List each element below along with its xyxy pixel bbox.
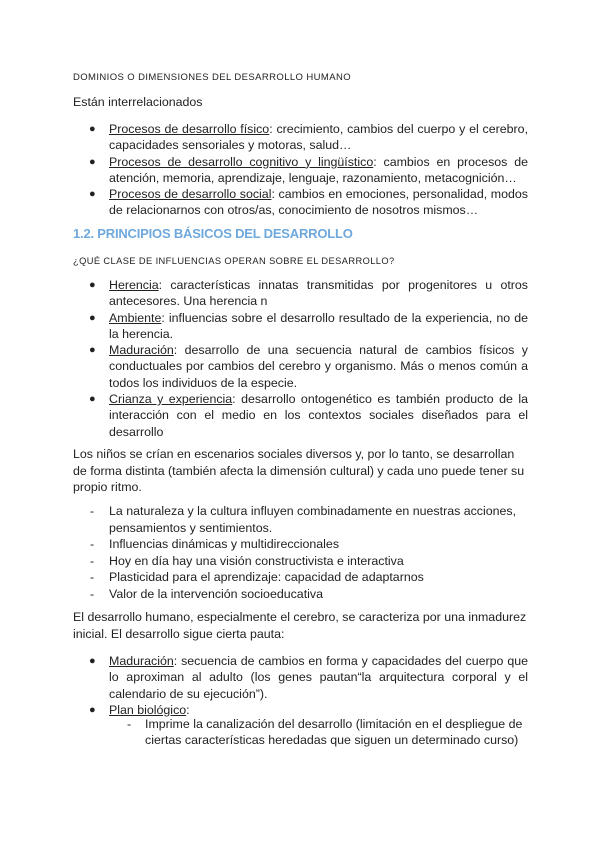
list-item: ● Procesos de desarrollo físico: crecimiento, cambios del cuerpo y el cerebro, capacidades sensoriales y motoras, salud… bbox=[89, 122, 529, 153]
list-item: ● Ambiente: influencias sobre el desarrollo resultado de la experiencia, no de la herencia. bbox=[89, 310, 528, 341]
list-item: - Hoy en día hay una visión constructivista e interactiva bbox=[90, 553, 404, 568]
bullet-icon: ● bbox=[89, 123, 96, 135]
list-item: - Imprime la canalización del desarrollo (limitación en el despliegue de ciertas características heredadas que siguen un determinado curso) bbox=[127, 717, 523, 748]
paragraph: Los niños se crían en escenarios sociales diversos y, por lo tanto, se desarrollan de forma distinta (también afecta la dimensión cultural) y cada uno puede tener su propio ritmo. bbox=[73, 447, 525, 494]
list-item: ● Procesos de desarrollo social: cambios en emociones, personalidad, modos de relacionarnos con otros/as, conocimiento de nosotros mismos… bbox=[89, 187, 528, 218]
sub-list bbox=[109, 716, 529, 749]
dash-list bbox=[73, 503, 528, 602]
bullet-icon: ● bbox=[89, 703, 96, 716]
bullet-icon: ● bbox=[89, 155, 96, 168]
list-item: ● Herencia: características innatas transmitidas por progenitores u otros antecesores. Una herencia n bbox=[89, 278, 528, 309]
list-item: ● Procesos de desarrollo cognitivo y lingüístico: cambios en procesos de atención, memoria, aprendizaje, lenguaje, razonamiento, metacognición… bbox=[89, 154, 528, 185]
dash-icon: - bbox=[90, 570, 95, 584]
domains-list bbox=[73, 121, 528, 219]
bullet-icon: ● bbox=[89, 188, 96, 201]
dash-icon: - bbox=[90, 504, 95, 518]
bullet-icon: ● bbox=[89, 311, 96, 324]
influences-list bbox=[73, 277, 528, 440]
bullet-icon: ● bbox=[89, 344, 96, 357]
patterns-list bbox=[73, 653, 528, 718]
paragraph: El desarrollo humano, especialmente el cerebro, se caracteriza por una inmadurez inicial. El desarrollo sigue cierta pauta: bbox=[73, 610, 527, 641]
bullet-icon: ● bbox=[89, 279, 96, 291]
list-item: - Plasticidad para el aprendizaje: capacidad de adaptarnos bbox=[90, 570, 424, 584]
bullet-icon: ● bbox=[89, 655, 96, 667]
dash-icon: - bbox=[90, 586, 95, 601]
intro-text: Están interrelacionados bbox=[73, 95, 203, 109]
list-item: ● Maduración: secuencia de cambios en forma y capacidades del cuerpo que lo aproximan al adulto (los genes pautan“la arquitectura corporal y el calendario de su ejecución”). bbox=[89, 654, 528, 701]
list-item: - La naturaleza y la cultura influyen combinadamente en nuestras acciones, pensamientos y sentimientos. bbox=[90, 504, 517, 535]
list-item: ● Plan biológico: bbox=[89, 702, 190, 717]
list-item: ● Crianza y experiencia: desarrollo ontogenético es también producto de la interacción con el medio en los contextos sociales diseñados para el desarrollo bbox=[89, 392, 528, 439]
dash-icon: - bbox=[90, 553, 95, 568]
list-item: - Valor de la intervención socioeducativa bbox=[90, 586, 323, 601]
section-question: ¿QUÉ CLASE DE INFLUENCIAS OPERAN SOBRE EL DESARROLLO? bbox=[73, 256, 395, 266]
dash-icon: - bbox=[127, 717, 132, 731]
bullet-icon: ● bbox=[89, 393, 96, 406]
section-heading: 1.2. PRINCIPIOS BÁSICOS DEL DESARROLLO bbox=[73, 226, 353, 241]
list-item: - Influencias dinámicas y multidireccionales bbox=[90, 537, 340, 551]
page-title: DOMINIOS O DIMENSIONES DEL DESARROLLO HUMANO bbox=[73, 72, 352, 83]
dash-icon: - bbox=[90, 537, 95, 551]
list-item: ● Maduración: desarrollo de una secuencia natural de cambios físicos y conductuales por cambios del cerebro y organismo. Más o menos común a todos los individuos de la especie. bbox=[89, 343, 528, 390]
